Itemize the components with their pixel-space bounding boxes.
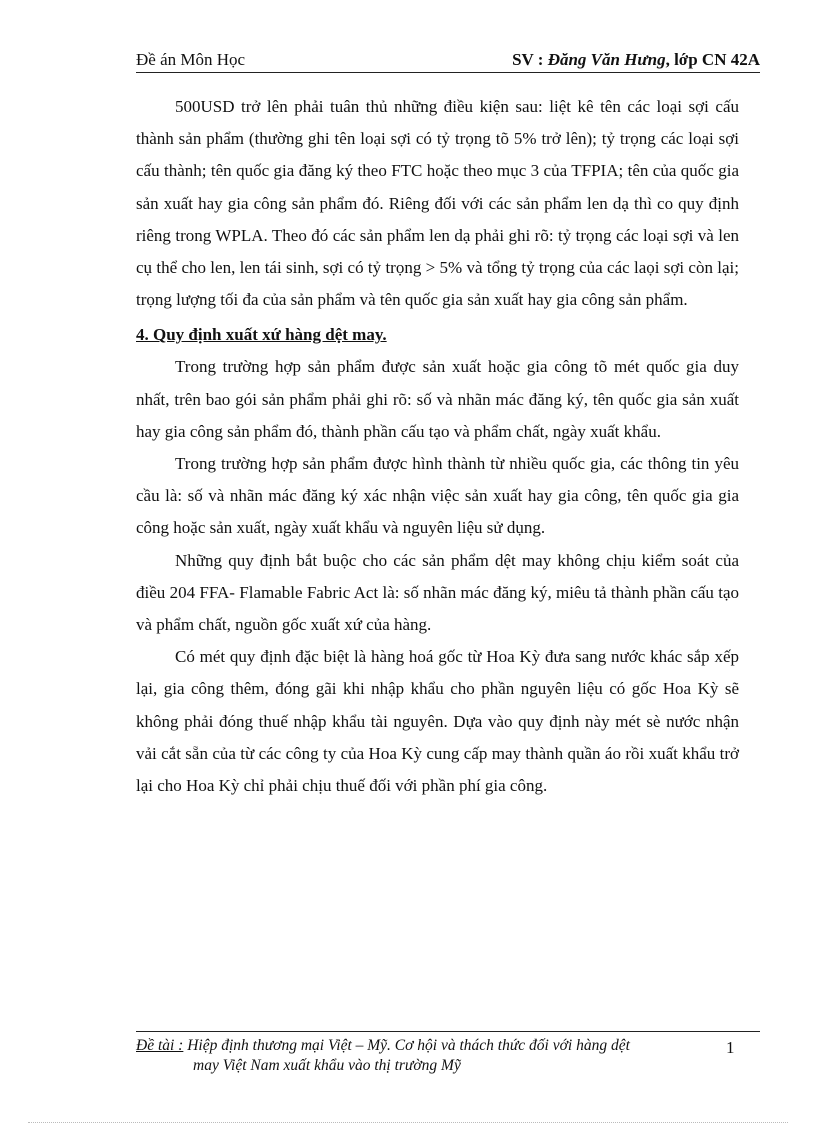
header-student-name: Đăng Văn Hưng: [547, 50, 666, 69]
paragraph-3: Trong trường hợp sản phẩm được hình thành từ nhiều quốc gia, các thông tin yêu cầu là: số và nhãn mác đăng ký xác nhận việc sản xuất hay gia công, tên quốc gia gia công hoặc sản xuất, ngày xuất khẩu và nguyên liệu sử dụng.: [136, 454, 739, 538]
header-course-title: Đề án Môn Học: [136, 50, 246, 69]
page-number: 1: [726, 1038, 735, 1057]
page-footer: [136, 1036, 716, 1076]
page-header: [136, 48, 760, 73]
footer-topic-line1: Hiệp định thương mại Việt – Mỹ. Cơ hội và thách thức đối với hàng dệt: [183, 1037, 630, 1054]
paragraph-1: 500USD trở lên phải tuân thủ những điều kiện sau: liệt kê tên các loại sợi cấu thành sản phẩm (thường ghi tên loại sợi có tỷ trọng tõ 5% trở lên); tỷ trọng các loại sợi cấu thành; tên quốc gia đăng ký theo FTC hoặc theo mục 3 của TFPIA; tên của quốc gia sản xuất hay gia công sản phẩm đó. Riêng đối với các sản phẩm len dạ thì co quy định riêng trong WPLA. Theo đó các sản phẩm len dạ phải ghi rõ: tỷ trọng các loại sợi và len cụ thể cho len, len tái sinh, sợi có tỷ trọng > 5% và tổng tỷ trọng của các laọi sợi còn lại; trọng lượng tối đa của sản phẩm và tên quốc gia sản xuất hay gia công sản phẩm.: [136, 97, 739, 310]
header-student-prefix: SV :: [512, 50, 548, 69]
paragraph-5: Có mét quy định đặc biệt là hàng hoá gốc từ Hoa Kỳ đưa sang nước khác sắp xếp lại, gia công thêm, đóng gãi khi nhập khẩu cho phần nguyên liệu có gốc Hoa Kỳ sẽ không phải đóng thuế nhập khẩu tài nguyên. Dựa vào quy định này mét sè nước nhận vải cắt sẵn của từ các công ty của Hoa Kỳ cung cấp may thành quần áo rồi xuất khẩu trở lại cho Hoa Kỳ chỉ phải chịu thuế đối với phần phí gia công.: [136, 647, 739, 796]
footer-divider: [136, 1031, 760, 1032]
section-heading: 4. Quy định xuất xứ hàng dệt may.: [136, 325, 387, 345]
footer-topic-label: Đề tài :: [136, 1037, 184, 1054]
paragraph-4: Những quy định bắt buộc cho các sản phẩm dệt may không chịu kiểm soát của điều 204 FFA- Flamable Fabric Act là: số nhãn mác đăng ký, miêu tả thành phần cấu tạo và phẩm chất, nguồn gốc xuất xứ của hàng.: [136, 550, 739, 635]
header-student-info: [512, 50, 760, 70]
document-body: [136, 91, 739, 802]
footer-topic-line2: may Việt Nam xuất khẩu vào thị trường Mỹ: [193, 1057, 461, 1074]
paragraph-2: Trong trường hợp sản phẩm được sản xuất hoặc gia công tõ mét quốc gia duy nhất, trên bao gói sản phẩm phải ghi rõ: số và nhãn mác đăng ký, tên quốc gia sản xuất hay gia công sản phẩm đó, thành phần cấu tạo và phẩm chất, ngày xuất khẩu.: [136, 357, 739, 441]
header-student-class: , lớp CN 42A: [665, 50, 760, 69]
